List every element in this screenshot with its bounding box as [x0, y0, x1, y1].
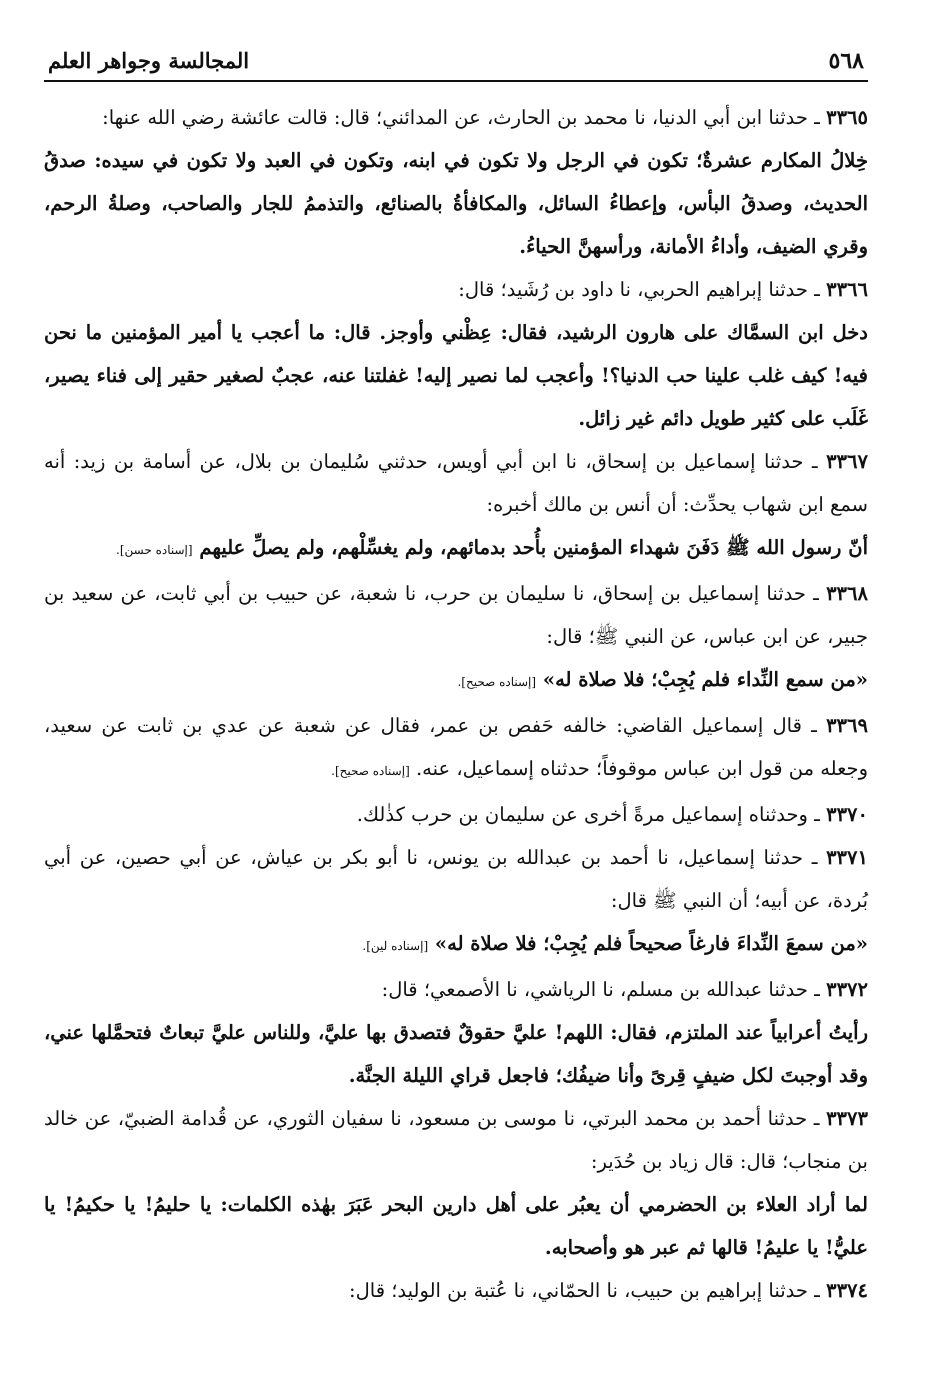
entry-number: ٣٣٧٠ [826, 803, 868, 826]
entry-text: حدثنا إبراهيم بن حبيب، نا الحمّاني، نا عُتبة بن الوليد؛ قال: [349, 1279, 808, 1302]
entry-number: ٣٣٦٨ [826, 582, 868, 605]
entry-number: ٣٣٦٥ [826, 106, 868, 129]
entry-text: حدثنا إبراهيم الحربي، نا داود بن رُشَيد؛ قال: [458, 278, 808, 301]
narration-text [44, 1011, 868, 1097]
entry-text: وحدثناه إسماعيل مرةً أخرى عن سليمان بن حرب كذٰلك. [356, 803, 808, 826]
narration-text [44, 311, 868, 440]
hadith-entry: ٣٣٦٦ ـ حدثنا إبراهيم الحربي، نا داود بن رُشَيد؛ قال: [458, 278, 868, 301]
book-title: المجالسة وجواهر العلم [48, 48, 250, 73]
entry-text: حدثنا إسماعيل بن إسحاق، نا ابن أبي أويس، حدثني سُليمان بن بلال، عن أسامة بن زيد: أنه سمع ابن شهاب يحدِّث: أن أنس بن مالك أخبره: [44, 450, 868, 516]
entry-text: لما أراد العلاء بن الحضرمي أن يعبُر على أهل دارين البحر عَبَرَ بهٰذه الكلمات: يا حليمُ! يا حكيمُ! يا عليُّ! يا عليمُ! قالها ثم عبر هو وأصحابه. [44, 1193, 868, 1259]
narration-text [44, 1183, 868, 1269]
narration-text [44, 658, 868, 704]
running-header [44, 48, 868, 78]
entry-number: ٣٣٦٧ [826, 450, 868, 473]
hadith-entry: ٣٣٧١ ـ حدثنا إسماعيل، نا أحمد بن عبدالله بن يونس، نا أبو بكر بن عياش، عن أبي حصين، عن أبي بُردة، عن أبيه؛ أن النبي ﷺ قال: [44, 846, 868, 912]
entry-number: ٣٣٦٩ [826, 714, 868, 737]
hadith-entry: ٣٣٦٥ ـ حدثنا ابن أبي الدنيا، نا محمد بن الحارث، عن المدائني؛ قال: قالت عائشة رضي الله عنها: [102, 106, 868, 129]
entry-text: قال إسماعيل القاضي: خالفه حَفص بن عمر، فقال عن شعبة عن عدي بن ثابت عن سعيد، وجعله من قول ابن عباس موقوفاً؛ حدثناه إسماعيل، عنه. [44, 714, 868, 780]
entry-text: «من سمعَ النِّداءَ فارغاً صحيحاً فلم يُجِبْ؛ فلا صلاة له» [434, 932, 868, 955]
entry-number: ٣٣٦٦ [826, 278, 868, 301]
entry-text: «من سمع النِّداء فلم يُجِبْ؛ فلا صلاة له» [542, 668, 868, 691]
hadith-entry: ٣٣٦٧ ـ حدثنا إسماعيل بن إسحاق، نا ابن أبي أويس، حدثني سُليمان بن بلال، عن أسامة بن زيد: أنه سمع ابن شهاب يحدِّث: أن أنس بن مالك أخبره: [44, 450, 868, 516]
entry-text: حدثنا إسماعيل بن إسحاق، نا سليمان بن حرب، نا شعبة، عن حبيب بن أبي ثابت، عن سعيد بن جبير، عن ابن عباس، عن النبي ﷺ؛ قال: [44, 582, 868, 648]
hadith-entry: ٣٣٦٨ ـ حدثنا إسماعيل بن إسحاق، نا سليمان بن حرب، نا شعبة، عن حبيب بن أبي ثابت، عن سعيد بن جبير، عن ابن عباس، عن النبي ﷺ؛ قال: [44, 582, 868, 648]
body-text [44, 96, 868, 1312]
hadith-entry: ٣٣٦٩ ـ قال إسماعيل القاضي: خالفه حَفص بن عمر، فقال عن شعبة عن عدي بن ثابت عن سعيد، وجعله من قول ابن عباس موقوفاً؛ حدثناه إسماعيل، عنه. [إسناده صحيح]. [44, 714, 868, 780]
isnad-grading-note: [إسناده حسن]. [116, 543, 193, 557]
entry-number: ٣٣٧١ [826, 846, 868, 869]
entry-text: دخل ابن السمَّاك على هارون الرشيد، فقال: عِظْني وأوجز. قال: ما أعجب يا أمير المؤمنين ما نحن فيه! كيف غلب علينا حب الدنيا؟! وأعجب لما نصير إليه! غفلتنا عنه، عجبٌ لصغير حقير إلى فناء يصير، غَلَب على كثير طويل دائم غير زائل. [44, 321, 868, 430]
entry-number: ٣٣٧٢ [826, 978, 868, 1001]
entry-text: أنّ رسول الله ﷺ دَفَنَ شهداء المؤمنين بأُحد بدمائهم، ولم يغسِّلْهم، ولم يصلِّ عليهم [199, 536, 868, 559]
entry-text: حدثنا أحمد بن محمد البرتي، نا موسى بن مسعود، نا سفيان الثوري، عن قُدامة الضبيّ، عن خالد بن منجاب؛ قال: قال زياد بن حُدَير: [44, 1107, 868, 1173]
entry-number: ٣٣٧٤ [826, 1279, 868, 1302]
hadith-entry: ٣٣٧٠ ـ وحدثناه إسماعيل مرةً أخرى عن سليمان بن حرب كذٰلك. [356, 803, 868, 826]
isnad-grading-note: [إسناده لين]. [362, 939, 429, 953]
entry-text: حدثنا عبدالله بن مسلم، نا الرياشي، نا الأصمعي؛ قال: [381, 978, 808, 1001]
hadith-entry: ٣٣٧٣ ـ حدثنا أحمد بن محمد البرتي، نا موسى بن مسعود، نا سفيان الثوري، عن قُدامة الضبيّ، عن خالد بن منجاب؛ قال: قال زياد بن حُدَير: [44, 1107, 868, 1173]
entry-number: ٣٣٧٣ [826, 1107, 868, 1130]
entry-text: رأيتُ أعرابياً عند الملتزم، فقال: اللهم! عليَّ حقوقٌ فتصدق بها عليَّ، وللناس عليَّ تبعاتٌ فتحمَّلها عني، وقد أوجبتَ لكل ضيفٍ قِرىً وأنا ضيفُك؛ فاجعل قراي الليلة الجنَّة. [44, 1021, 868, 1087]
hadith-entry: ٣٣٧٤ ـ حدثنا إبراهيم بن حبيب، نا الحمّاني، نا عُتبة بن الوليد؛ قال: [349, 1279, 868, 1302]
isnad-grading-note: [إسناده صحيح]. [457, 675, 537, 689]
narration-text [44, 526, 868, 572]
page-number: ٥٦٨ [828, 48, 864, 74]
entry-text: خِلالُ المكارم عشرةٌ؛ تكون في الرجل ولا تكون في ابنه، وتكون في العبد ولا تكون في سيده: صدقُ الحديث، وصدقُ البأس، وإعطاءُ السائل، والمكافأةُ بالصنائع، والتذممُ للجار والصاحب، وصلةُ الرحم، وقري الضيف، وأداءُ الأمانة، ورأسهنَّ الحياءُ. [44, 149, 868, 258]
narration-text [44, 139, 868, 268]
narration-text [44, 922, 868, 968]
entry-text: حدثنا ابن أبي الدنيا، نا محمد بن الحارث، عن المدائني؛ قال: قالت عائشة رضي الله عنها: [102, 106, 808, 129]
hadith-entry: ٣٣٧٢ ـ حدثنا عبدالله بن مسلم، نا الرياشي، نا الأصمعي؛ قال: [381, 978, 868, 1001]
entry-text: حدثنا إسماعيل، نا أحمد بن عبدالله بن يونس، نا أبو بكر بن عياش، عن أبي حصين، عن أبي بُردة، عن أبيه؛ أن النبي ﷺ قال: [44, 846, 868, 912]
isnad-grading-note: [إسناده صحيح]. [331, 764, 410, 778]
header-divider [44, 80, 868, 82]
